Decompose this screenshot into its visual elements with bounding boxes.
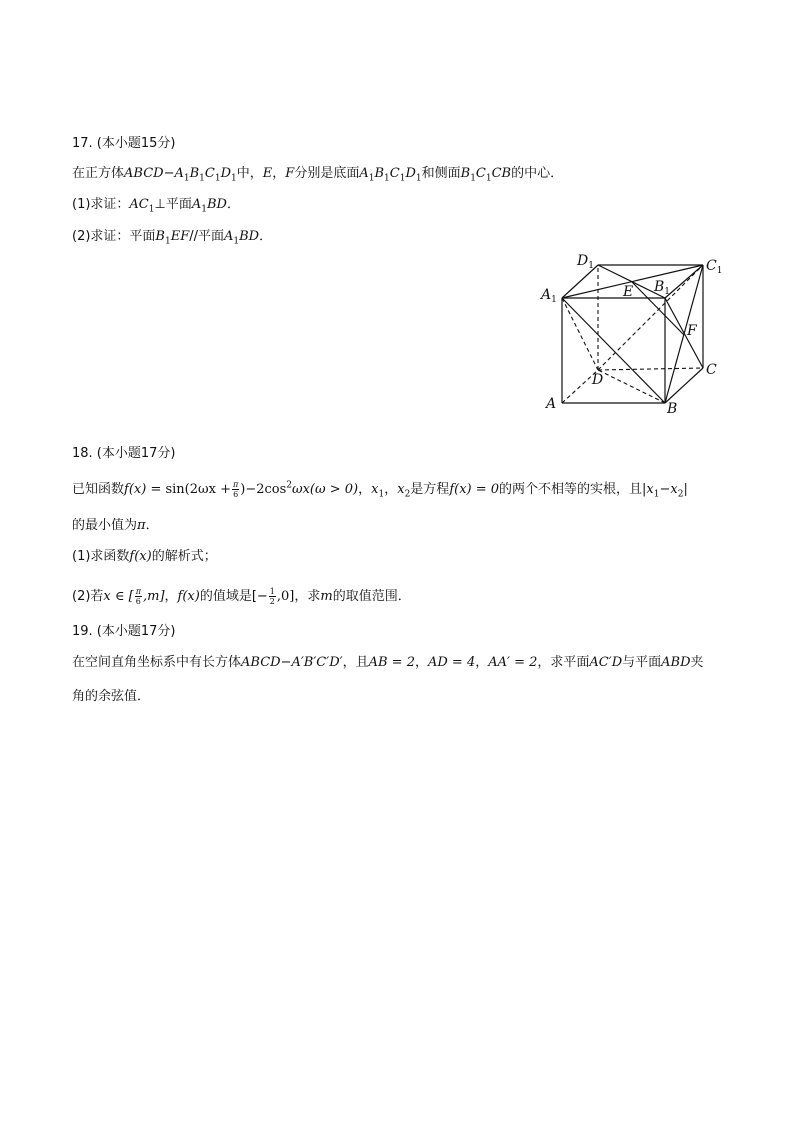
- label-a1: $A_1$: [541, 287, 557, 305]
- seg-a1-b: [562, 298, 665, 403]
- q18-part2: (2)若x ∈ [ $\frac{\pi}{6}$ ,m]，f(x)的值域是[− $\frac{1}{2}$ ,0]，求m的取值范围．: [72, 587, 411, 606]
- q17-header: 17. (本小题15分): [72, 136, 176, 151]
- q19-statement: 在空间直角坐标系中有长方体ABCD−A′B′C′D′，且AB = 2，AD = 4，AA′ = 2，求平面AC′D与平面ABD夹: [72, 655, 704, 670]
- cube-figure: [535, 250, 735, 420]
- label-b: B: [667, 401, 678, 417]
- label-d1: $D_1$: [577, 253, 594, 271]
- label-e: E: [623, 284, 634, 300]
- seg-a1-d: [562, 298, 598, 370]
- label-d: D: [592, 372, 604, 388]
- edge-b-c: [665, 368, 703, 403]
- seg-b1-c: [665, 298, 703, 368]
- q18-header: 18. (本小题17分): [72, 446, 176, 461]
- q18-part1: (1)求函数f(x)的解析式；: [72, 549, 217, 564]
- label-a: A: [546, 396, 557, 412]
- edge-d-c: [598, 368, 703, 370]
- q17-part1: (1)求证：$AC_1\perp$平面$A_1BD$．: [72, 197, 240, 215]
- label-c: C: [706, 362, 717, 378]
- q18-statement: 已知函数f(x) = sin(2ωx + $\frac{\pi}{6}$ )$-2\cos^2\omega x(\omega > 0)$，$x_1$，$x_2$是方程f(x) = 0的两个不相等的实根，且$|x_1-x_2|$: [72, 480, 688, 500]
- q19-statement-line2: 角的余弦值．: [72, 689, 151, 704]
- seg-b-d: [598, 370, 665, 403]
- label-c1: $C_1$: [706, 258, 723, 276]
- q19-header: 19. (本小题17分): [72, 624, 176, 639]
- seg-d-c1: [598, 265, 703, 370]
- q18-statement-line2: 的最小值为π．: [72, 518, 159, 533]
- q17-part2: (2)求证：平面$B_1EF//$平面$A_1BD$．: [72, 229, 273, 247]
- label-f: F: [687, 323, 697, 339]
- label-b1: $B_1$: [654, 279, 671, 297]
- q17-statement: 在正方体$ABCD-A_1B_1C_1D_1$中，E，F分别是底面$A_1B_1C_1D_1$和侧面$B_1C_1CB$的中心．: [72, 166, 564, 184]
